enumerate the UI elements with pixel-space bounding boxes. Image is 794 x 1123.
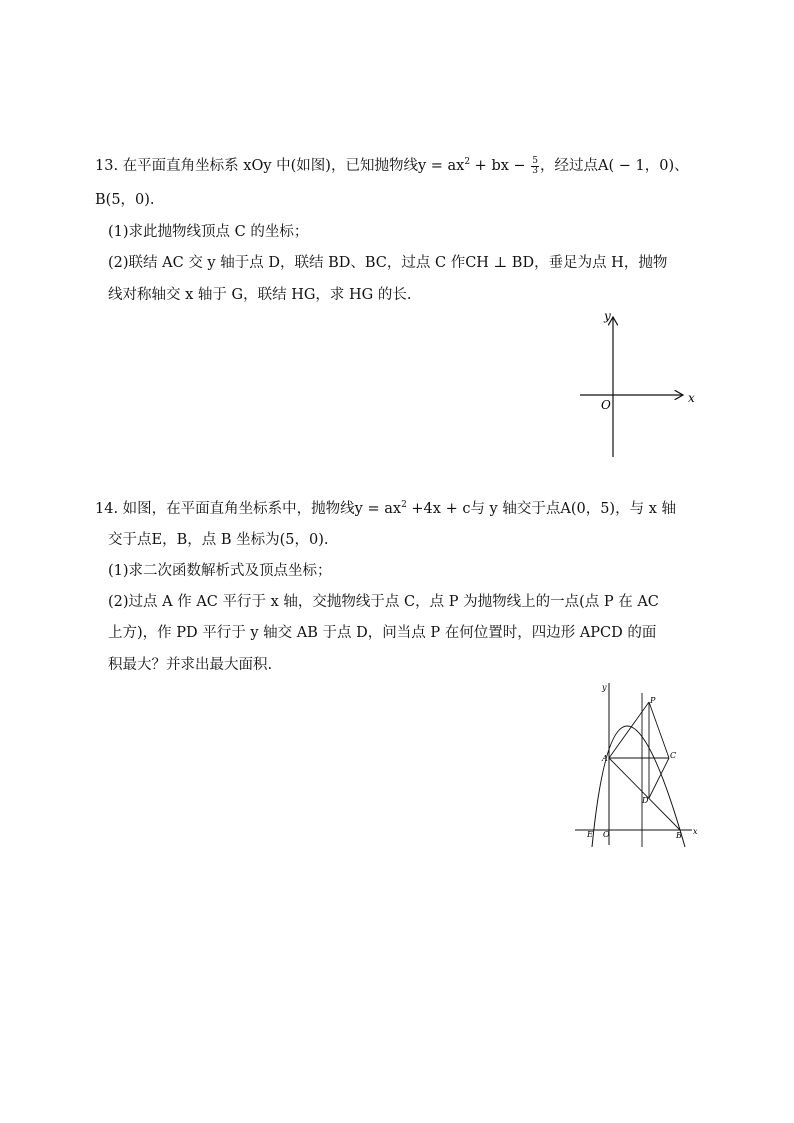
q14-part2-line2: 上方)，作 PD 平行于 y 轴交 AB 于点 D，问当点 P 在何位置时，四边形 APCD 的面 (108, 625, 657, 641)
q13-origin-label: O (601, 398, 611, 412)
q14-part2-line1: (2)过点 A 作 AC 平行于 x 轴，交抛物线于点 C，点 P 为抛物线上的一点(点 P 在 AC (108, 594, 659, 610)
q14-point-b: B (676, 831, 682, 840)
q14-part1: (1)求二次函数解析式及顶点坐标； (108, 563, 332, 579)
q13-fraction-numerator: 5 (532, 155, 539, 166)
q13-line1-text-b: + bx − (470, 158, 526, 174)
q14-point-c: C (670, 751, 677, 760)
q14-segment-ab (609, 758, 680, 830)
q14-segment-cd (649, 758, 669, 798)
q13-part2-line2: 线对称轴交 x 轴于 G，联结 HG，求 HG 的长. (108, 287, 412, 303)
q14-line1-text-a: 14. 如图，在平面直角坐标系中，抛物线y = ax (95, 501, 402, 517)
q14-line2: 交于点E，B，点 B 坐标为(5，0). (108, 532, 329, 548)
q14-line1-text-b: +4x + c与 y 轴交于点A(0，5)，与 x 轴 (406, 501, 676, 517)
q14-y-label: y (602, 683, 607, 692)
q13-y-label: y (604, 309, 611, 323)
q14-line1 (95, 499, 676, 521)
q14-exponent: 2 (401, 500, 407, 510)
q14-point-e: E (587, 830, 593, 839)
q13-line2: B(5，0). (95, 192, 155, 208)
q13-exponent: 2 (464, 157, 471, 167)
q14-point-a: A (602, 754, 608, 763)
q14-x-label: x (693, 827, 698, 836)
q14-segment-pc (649, 702, 669, 758)
q13-fraction-denominator: 3 (532, 165, 539, 176)
q13-line1-text-c: ，经过点A( − 1，0)、 (540, 158, 689, 174)
q14-point-p: P (650, 696, 656, 705)
q14-part2-line3: 积最大？并求出最大面积. (108, 657, 273, 673)
q14-point-d: D (642, 796, 649, 805)
q13-part2-line1: (2)联结 AC 交 y 轴于点 D，联结 BD、BC，过点 C 作CH ⊥ BD，垂足为点 H，抛物 (108, 255, 668, 271)
q13-coordinate-figure (570, 305, 700, 465)
q13-line1 (95, 156, 689, 178)
q14-parabola-figure (570, 675, 705, 850)
q14-segment-ap (609, 702, 649, 758)
q13-x-label: x (688, 391, 695, 405)
q13-line1-text-a: 13. 在平面直角坐标系 xOy 中(如图)，已知抛物线y = ax (95, 158, 465, 174)
q14-origin-label: O (603, 830, 610, 839)
q14-parabola (592, 726, 685, 847)
q13-fraction (531, 157, 539, 176)
q13-part1: (1)求此抛物线顶点 C 的坐标； (108, 224, 309, 240)
